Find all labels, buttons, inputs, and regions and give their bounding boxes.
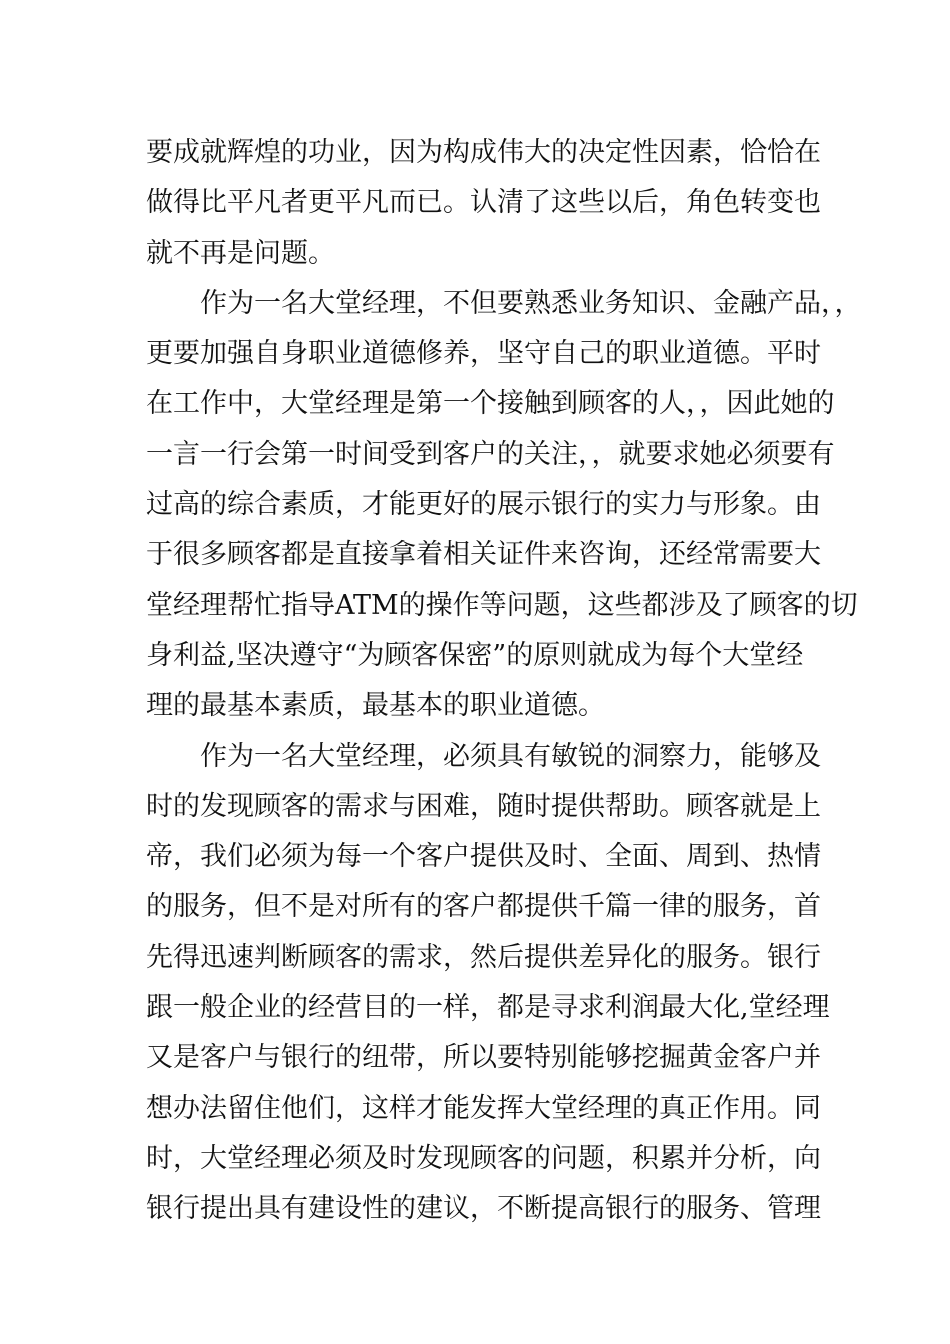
text-line: 跟一般企业的经营目的一样，都是寻求利润最大化,堂经理 [146, 992, 830, 1024]
text-line: 银行提出具有建设性的建议，不断提高银行的服务、管理 [146, 1193, 821, 1225]
text-line: 的服务，但不是对所有的客户都提供千篇一律的服务，首 [146, 891, 821, 923]
text-line: 作为一名大堂经理，必须具有敏锐的洞察力，能够及 [146, 740, 821, 772]
text-line: 时，大堂经理必须及时发现顾客的问题，积累并分析，向 [146, 1142, 821, 1174]
text-line: 做得比平凡者更平凡而已。认清了这些以后，角色转变也 [146, 187, 821, 219]
text-line: 作为一名大堂经理，不但要熟悉业务知识、金融产品，， [146, 287, 862, 319]
body-text [146, 128, 862, 1235]
text-line: 理的最基本素质，最基本的职业道德。 [146, 690, 605, 722]
text-line: 身利益,坚决遵守“为顾客保密”的原则就成为每个大堂经 [146, 639, 804, 671]
text-line: 一言一行会第一时间受到客户的关注，，就要求她必须要有 [146, 438, 835, 470]
text-line: 要成就辉煌的功业，因为构成伟大的决定性因素，恰恰在 [146, 137, 821, 168]
text-line: 时的发现顾客的需求与困难，随时提供帮助。顾客就是上 [146, 790, 821, 822]
text-line: 过高的综合素质，才能更好的展示银行的实力与形象。由 [146, 489, 821, 521]
text-line: 想办法留住他们，这样才能发挥大堂经理的真正作用。同 [146, 1092, 821, 1124]
text-line: 堂经理帮忙指导ATM的操作等问题，这些都涉及了顾客的切 [146, 589, 858, 621]
text-line: 在工作中，大堂经理是第一个接触到顾客的人，，因此她的 [146, 388, 835, 420]
text-line: 帝，我们必须为每一个客户提供及时、全面、周到、热情 [146, 841, 821, 873]
text-line: 又是客户与银行的纽带，所以要特别能够挖掘黄金客户并 [146, 1042, 821, 1074]
text-line: 先得迅速判断顾客的需求，然后提供差异化的服务。银行 [146, 941, 821, 973]
text-line: 就不再是问题。 [146, 237, 335, 269]
text-line: 更要加强自身职业道德修养，坚守自己的职业道德。平时 [146, 338, 821, 370]
text-line: 于很多顾客都是直接拿着相关证件来咨询，还经常需要大 [146, 539, 821, 571]
